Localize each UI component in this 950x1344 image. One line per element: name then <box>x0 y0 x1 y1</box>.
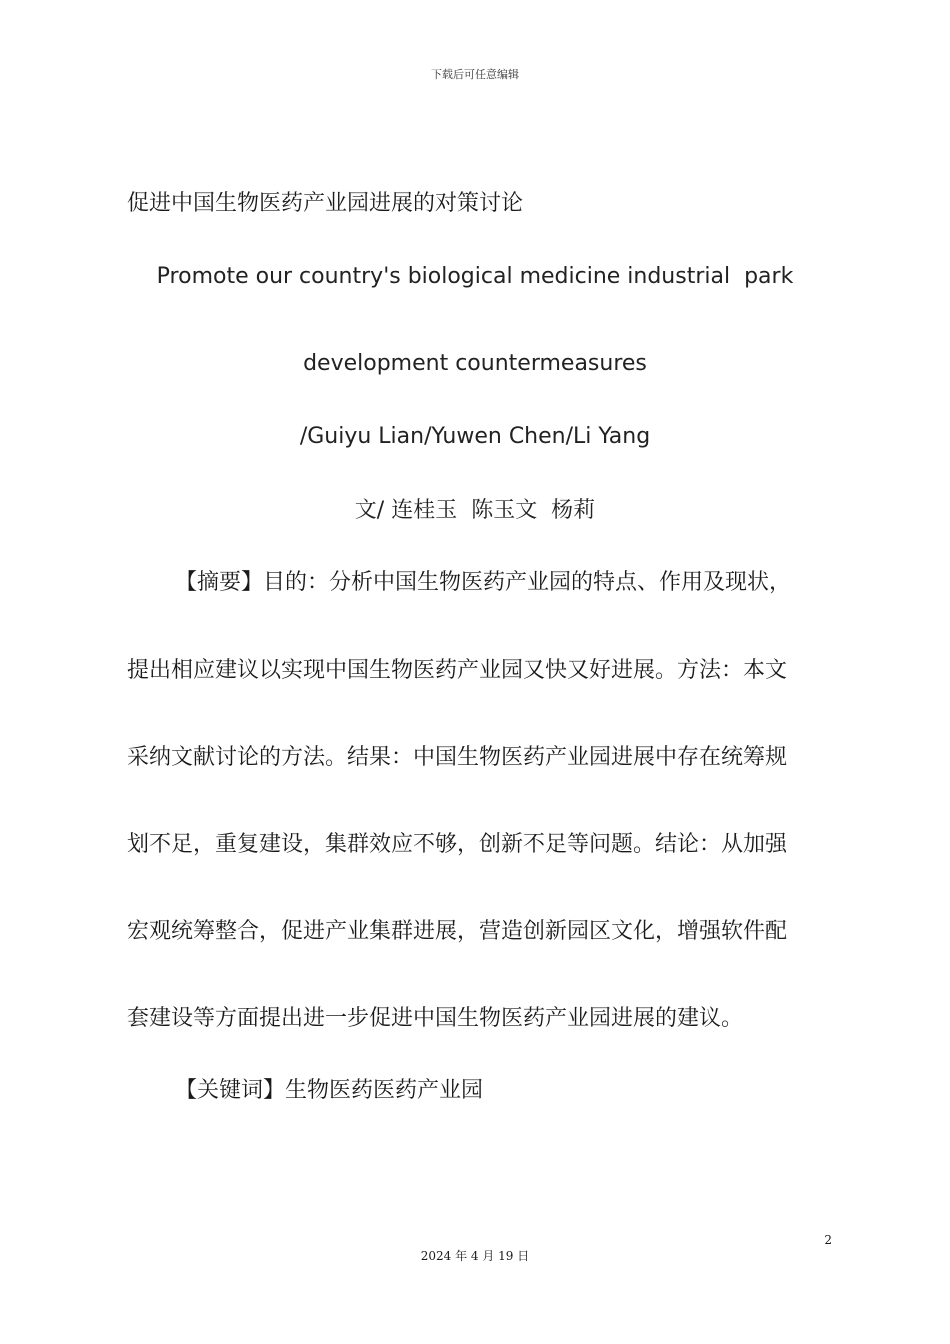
abstract-line: 采纳文献讨论的方法。结果：中国生物医药产业园进展中存在统筹规 <box>127 745 788 770</box>
abstract-line: 套建设等方面提出进一步促进中国生物医药产业园进展的建议。 <box>127 1006 744 1031</box>
abstract-line: 【摘要】目的：分析中国生物医药产业园的特点、作用及现状， <box>175 570 792 595</box>
abstract-line: 提出相应建议以实现中国生物医药产业园又快又好进展。方法：本文 <box>127 658 788 683</box>
keywords-line: 【关键词】生物医药医药产业园 <box>175 1078 484 1103</box>
footer-date: 2024 年 4 月 19 日 <box>420 1249 530 1263</box>
page-number: 2 <box>824 1233 832 1247</box>
abstract-line: 划不足，重复建设，集群效应不够，创新不足等问题。结论：从加强 <box>127 832 788 857</box>
authors-chinese: 文/ 连桂玉 陈玉文 杨莉 <box>354 498 596 523</box>
page-header: 下载后可任意编辑 <box>431 68 519 81</box>
authors-english: /Guiyu Lian/Yuwen Chen/Li Yang <box>299 424 651 449</box>
abstract-line: 宏观统筹整合，促进产业集群进展，营造创新园区文化，增强软件配 <box>127 919 788 944</box>
document-title-chinese: 促进中国生物医药产业园进展的对策讨论 <box>127 191 524 216</box>
document-title-english-line-2: development countermeasures <box>303 351 647 376</box>
document-title-english-line-1: Promote our country's biological medicine industrial park <box>156 264 794 289</box>
